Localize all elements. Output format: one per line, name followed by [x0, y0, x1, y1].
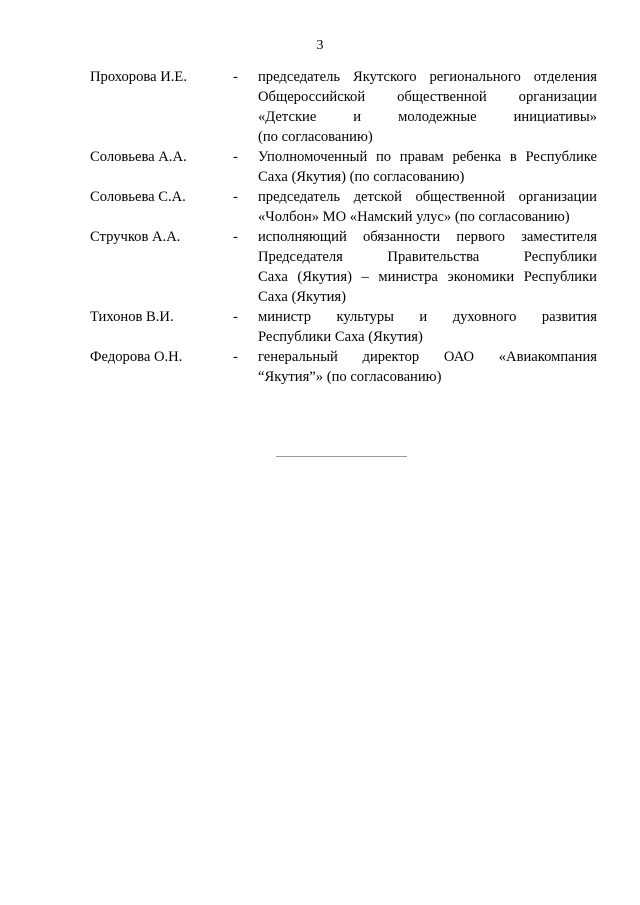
member-name: Соловьева А.А. [90, 149, 187, 165]
member-position [258, 187, 597, 227]
member-position-word: и [419, 309, 428, 325]
member-position-word: общественной [415, 189, 506, 205]
member-dash: - [233, 69, 238, 85]
member-row [90, 187, 597, 227]
member-position-line [258, 267, 597, 287]
member-position-word: генеральный [258, 349, 338, 365]
member-position-word: заместителя [521, 229, 597, 245]
member-position-word: культуры [336, 309, 394, 325]
member-position-word: председатель [258, 189, 341, 205]
member-position-word: ОАО [443, 349, 475, 365]
member-position-line [258, 87, 597, 107]
member-dash: - [233, 149, 238, 165]
member-position-word: обязанности [362, 229, 441, 245]
member-position-word: молодежные [398, 109, 477, 125]
member-position-word: детской [353, 189, 402, 205]
member-position-word: “Якутия”» (по согласованию) [258, 369, 442, 385]
member-position-line [258, 127, 597, 147]
member-position-line [258, 147, 597, 167]
member-position-line [258, 67, 597, 87]
member-position-word: исполняющий [258, 229, 347, 245]
member-dash: - [233, 349, 238, 365]
member-position-word: инициативы» [513, 109, 597, 125]
member-position-word: Саха (Якутия) (по согласованию) [258, 169, 465, 185]
member-position-line [258, 207, 597, 227]
member-position-line [258, 347, 597, 367]
member-position-line [258, 327, 597, 347]
member-position-word: Якутского [353, 69, 417, 85]
members-list [90, 67, 597, 387]
member-position-word: Уполномоченный [258, 149, 368, 165]
page-number: 3 [316, 38, 324, 53]
member-position-word: экономики [447, 269, 515, 285]
member-position-word: Председателя [258, 249, 343, 265]
member-position-line [258, 307, 597, 327]
member-position-word: духовного [452, 309, 517, 325]
member-position-word: правам [399, 149, 444, 165]
member-position-word: директор [362, 349, 420, 365]
member-position-word: по [375, 149, 392, 165]
member-position-line [258, 167, 597, 187]
member-position-word: Республики Саха (Якутия) [258, 329, 423, 345]
member-dash: - [233, 229, 238, 245]
member-position-line [258, 287, 597, 307]
member-dash: - [233, 189, 238, 205]
member-row [90, 147, 597, 187]
member-position [258, 347, 597, 387]
member-position-word: министр [258, 309, 311, 325]
member-position-word: первого [456, 229, 505, 245]
member-position-word: «Авиакомпания [498, 349, 597, 365]
member-position-word: ребенка [452, 149, 502, 165]
member-position-word: «Чолбон» МО «Намский улус» (по согласованию) [258, 209, 570, 225]
end-separator-line [276, 456, 407, 457]
member-row [90, 67, 597, 147]
member-position-word: Правительства [387, 249, 480, 265]
member-position-word: развития [541, 309, 597, 325]
member-name: Стручков А.А. [90, 229, 181, 245]
member-position-line [258, 107, 597, 127]
member-position-word: и [353, 109, 362, 125]
member-position-word: Общероссийской [258, 89, 366, 105]
member-position-word: (Якутия) [297, 269, 352, 285]
member-position-word: общественной [397, 89, 487, 105]
member-position-word: Саха (Якутия) [258, 289, 346, 305]
member-name: Прохорова И.Е. [90, 69, 187, 85]
member-position-line [258, 367, 597, 387]
member-name: Федорова О.Н. [90, 349, 183, 365]
member-row [90, 307, 597, 347]
member-position-word: Республике [525, 149, 597, 165]
member-position-word: министра [378, 269, 438, 285]
member-position-line [258, 187, 597, 207]
member-name: Соловьева С.А. [90, 189, 186, 205]
member-position [258, 307, 597, 347]
member-row [90, 227, 597, 307]
member-position-line [258, 227, 597, 247]
member-position-word: Саха [258, 269, 288, 285]
member-position-word: председатель [258, 69, 341, 85]
member-position-word: (по согласованию) [258, 129, 373, 145]
member-dash: - [233, 309, 238, 325]
member-position-word: «Детские [258, 109, 317, 125]
member-position-word: Республики [523, 249, 597, 265]
member-position-word: организации [518, 189, 597, 205]
member-position [258, 67, 597, 147]
member-position-word: Республики [523, 269, 597, 285]
member-name: Тихонов В.И. [90, 309, 174, 325]
member-position-word: организации [518, 89, 597, 105]
member-position [258, 227, 597, 307]
member-position-line [258, 247, 597, 267]
member-position-word: отделения [533, 69, 597, 85]
member-position-word: – [361, 269, 369, 285]
member-position-word: в [509, 149, 517, 165]
member-position [258, 147, 597, 187]
member-row [90, 347, 597, 387]
member-position-word: регионального [429, 69, 521, 85]
